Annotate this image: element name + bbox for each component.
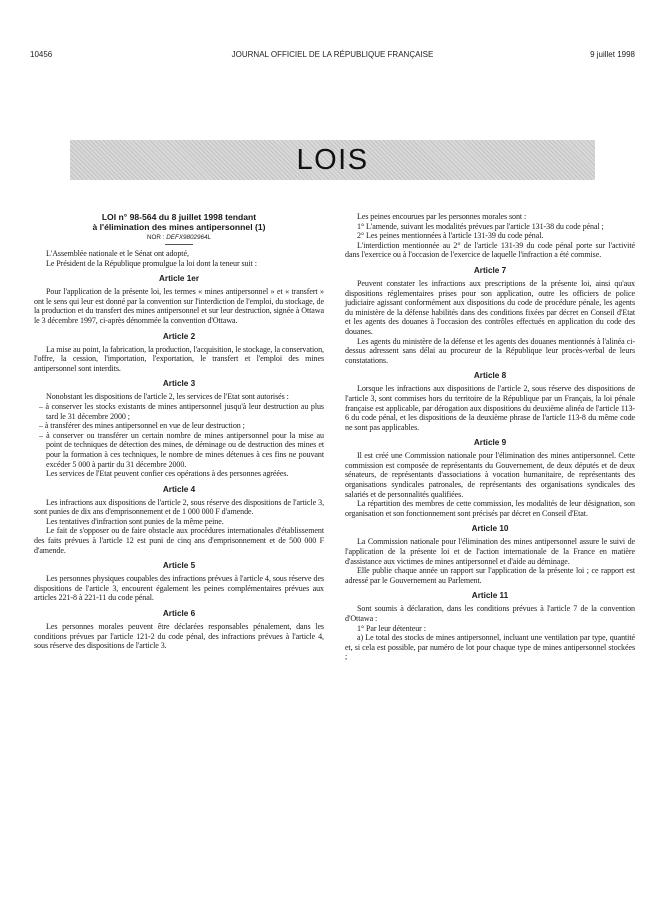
right-column bbox=[345, 212, 635, 662]
list-item: 2° Les peines mentionnées à l'article 131-39 du code pénal. bbox=[357, 231, 544, 241]
article-heading: Article 11 bbox=[471, 591, 509, 601]
section-banner bbox=[70, 140, 595, 180]
law-title-line-2: à l'élimination des mines antipersonnel (1) bbox=[92, 222, 266, 232]
article-paragraph: Les infractions aux dispositions de l'article 2, sous réserve des dispositions de l'article 3, sont punies de dix ans d'emprisonnement et de 1 000 000 F d'amende. bbox=[34, 497, 324, 517]
list-item: 1° L'amende, suivant les modalités prévues par l'article 131-38 du code pénal ; bbox=[357, 221, 604, 231]
article-paragraph: Lorsque les infractions aux dispositions de l'article 2, sous réserve des dispositions de l'article 3, sont commises hors du territoire de la République par un Français, la loi pénale française est applicable, par dérogation aux dispositions du deuxième alinéa de l'article 113-6 du code pénal, et les dispositions de la deuxième phrase de l'article 113-8 du même code ne sont pas applicables. bbox=[345, 384, 635, 432]
page-number: 10456 bbox=[30, 50, 53, 59]
article-paragraph: Le fait de s'opposer ou de faire obstacle aux procédures internationales d'établissement des faits prévues à l'article 12 est puni de cinq ans d'emprisonnement et de 500 000 F d'amende. bbox=[34, 526, 324, 555]
article-paragraph: Les agents du ministère de la défense et les agents des douanes mentionnés à l'alinéa ci-dessus adressent sans délai au procureur de la République leur procès-verbal de leurs constatations. bbox=[345, 336, 635, 365]
article-heading: Article 7 bbox=[473, 265, 507, 275]
article-paragraph: Les tentatives d'infraction sont punies de la même peine. bbox=[46, 516, 224, 526]
law-title-line-1: LOI n° 98-564 du 8 juillet 1998 tendant bbox=[101, 212, 257, 222]
article-heading: Article 4 bbox=[162, 484, 196, 494]
article-paragraph: Pour l'application de la présente loi, les termes « mines antipersonnel » et « transfert » ont le sens qui leur est donné par la convention sur l'interdiction de l'emploi, du stockage, de la production et du transfert des mines antipersonnel et sur leur destruction, signée à Ottawa le 3 décembre 1997, ci-après dénommée la convention d'Ottawa. bbox=[34, 287, 324, 325]
article-paragraph: Elle publie chaque année un rapport sur l'application de la présente loi ; ce rapport est adressé par le Gouvernement au Parlement. bbox=[345, 566, 635, 585]
article-paragraph: Nonobstant les dispositions de l'article 2, les services de l'Etat sont autorisés : bbox=[46, 392, 289, 402]
article-paragraph: Il est créé une Commission nationale pour l'élimination des mines antipersonnel. Cette commission est composée de représentants du Gouvernement, de deux députés et de deux sénateurs, de représentants d'associations à vocation humanitaire, de représentants des organisations syndicales patronales, de représentants des organisations syndicales des salariés et de personnalités qualifiées. bbox=[345, 451, 635, 499]
article-paragraph: Sont soumis à déclaration, dans les conditions prévues à l'article 7 de la convention d'Ottawa : bbox=[345, 604, 635, 623]
nor-code: DEFX9802964L bbox=[166, 234, 212, 241]
article-paragraph: Les personnes morales peuvent être déclarées responsables pénalement, dans les conditions prévues par l'article 121-2 du code pénal, des infractions prévues à l'article 4, sous réserve des dispositions de l'article 3. bbox=[34, 622, 324, 651]
title-separator bbox=[165, 244, 193, 245]
article-paragraph: a) Le total des stocks de mines antipersonnel, incluant une ventilation par type, quantité et, si cela est possible, par numéro de lot pour chaque type de mines antipersonnel stockées ; bbox=[345, 633, 635, 662]
nor-reference bbox=[34, 233, 324, 242]
article-heading: Article 6 bbox=[162, 609, 196, 619]
article-paragraph: La Commission nationale pour l'élimination des mines antipersonnel assure le suivi de l'application de la présente loi et de l'action internationale de la France en matière d'assistance aux victimes de mines antipersonnel et d'aide au déminage. bbox=[345, 537, 635, 566]
list-item: – à conserver les stocks existants de mines antipersonnel jusqu'à leur destruction au plus tard le 31 décembre 2000 ; bbox=[39, 401, 324, 421]
article-paragraph: Peuvent constater les infractions aux prescriptions de la présente loi, ainsi qu'aux dispositions réglementaires prises pour son application, outre les officiers de police judiciaire agissant conformément aux dispositions du code de procédure pénale, les agents du ministère de la défense habilités dans des conditions fixées par décret en Conseil d'Etat et les agents des douanes à l'occasion des contrôles effectués en application du code des douanes. bbox=[345, 278, 635, 336]
article-paragraph: Les peines encourues par les personnes morales sont : bbox=[357, 212, 527, 221]
left-column bbox=[34, 212, 324, 651]
issue-date: 9 juillet 1998 bbox=[590, 50, 635, 59]
article-heading: Article 2 bbox=[162, 331, 196, 341]
article-paragraph: L'interdiction mentionnée au 2° de l'article 131-39 du code pénal porte sur l'activité dans l'exercice ou à l'occasion de l'exercice de laquelle l'infraction a été commise. bbox=[345, 240, 635, 260]
page-header bbox=[30, 50, 635, 64]
article-paragraph: La répartition des membres de cette commission, les modalités de leur désignation, son organisation et son fonctionnement sont précisés par décret en Conseil d'Etat. bbox=[345, 499, 635, 518]
section-title: LOIS bbox=[296, 144, 369, 176]
article-heading: Article 5 bbox=[162, 561, 196, 571]
article-paragraph: 1° Par leur détenteur : bbox=[357, 623, 426, 633]
intro-paragraph: L'Assemblée nationale et le Sénat ont adopté, bbox=[46, 249, 189, 258]
article-heading: Article 8 bbox=[473, 371, 507, 381]
intro-paragraph: Le Président de la République promulgue la loi dont la teneur suit : bbox=[46, 258, 257, 268]
article-heading: Article 10 bbox=[471, 524, 509, 534]
article-paragraph: La mise au point, la fabrication, la production, l'acquisition, le stockage, la conservation, l'offre, la cession, l'importation, l'exportation, le transfert et l'emploi des mines antipersonnel sont interdits. bbox=[34, 344, 324, 373]
list-item: – à transférer des mines antipersonnel en vue de leur destruction ; bbox=[39, 421, 245, 431]
article-paragraph: Les personnes physiques coupables des infractions prévues à l'article 4, sous réserve des dispositions de l'article 3, encourent également les peines complémentaires prévues aux articles 221-8 à 221-11 du code pénal. bbox=[34, 574, 324, 603]
article-heading: Article 1er bbox=[158, 274, 200, 284]
article-paragraph: Les services de l'Etat peuvent confier ces opérations à des personnes agréées. bbox=[46, 469, 289, 479]
list-item: – à conserver ou transférer un certain nombre de mines antipersonnel pour la mise au point de techniques de détection des mines, de déminage ou de destruction des mines et pour la formation à ces techniques, le nombre de mines détenues à ces fins ne pouvant excéder 5 000 à partir du 31 décembre 2000. bbox=[39, 430, 324, 469]
article-heading: Article 3 bbox=[162, 379, 196, 389]
nor-label: NOR : bbox=[146, 234, 167, 241]
article-heading: Article 9 bbox=[473, 438, 507, 448]
journal-title: JOURNAL OFFICIEL DE LA RÉPUBLIQUE FRANÇAISE bbox=[231, 50, 434, 59]
